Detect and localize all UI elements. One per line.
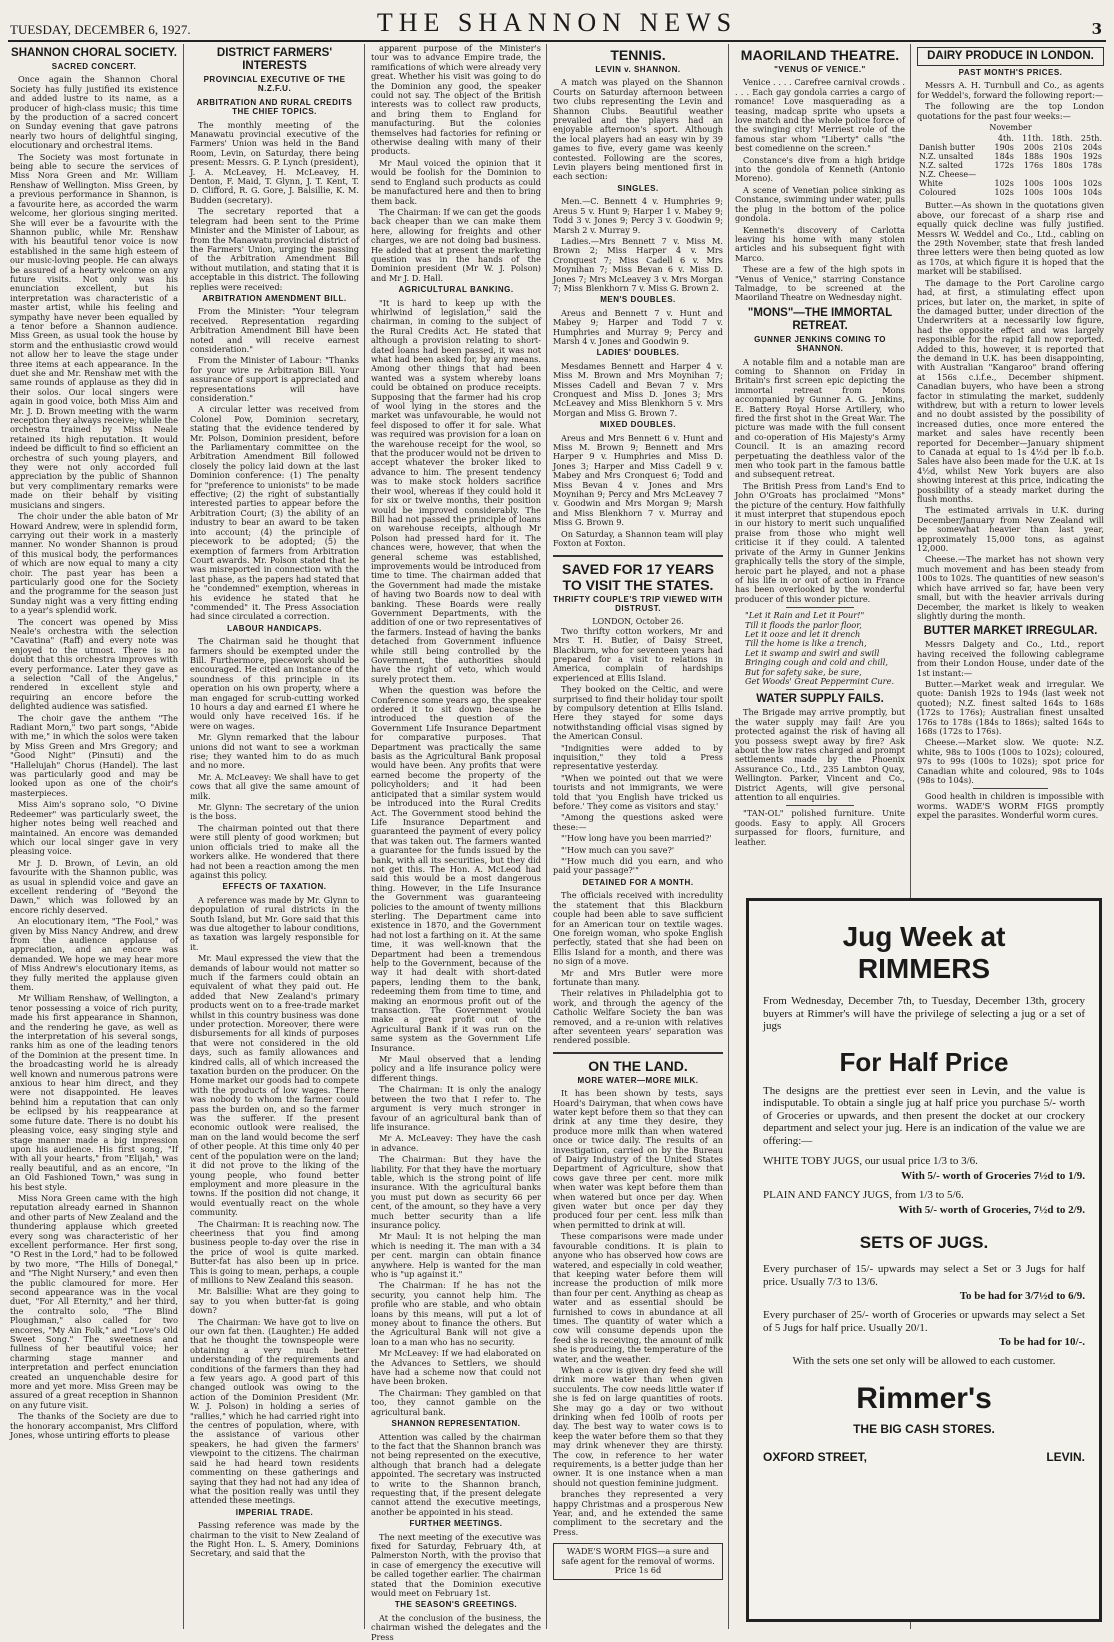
- paragraph: The choir under the able baton of Mr Howard Andrew, were in splendid form, carrying out their work in a masterly manner. No wonder Shannon is proud of this musical body, the performances of which are now equal to many a city choir. The past year has been a particularly good one for the Society and the programme for the season just Sunday night was a very fitting ending to a year's splendid work.: [10, 511, 178, 616]
- table-cell: 100s: [1023, 188, 1044, 198]
- table-cell: 102s: [1082, 179, 1102, 189]
- table-cell: 210s: [1053, 143, 1073, 153]
- ad-tagline: THE BIG CASH STORES.: [853, 1421, 995, 1436]
- ad-note: With the sets one set only will be allowed to each customer.: [792, 1355, 1056, 1367]
- paragraph: apparent purpose of the Minister's tour was to advance Empire trade, the ramifications of which were already very great. Whether his visit was going to do the Dominion any good, the speaker could not say. The object of the British interests was to collect raw products, and bring them to England for manufacturing. But the colonies themselves had factories for refining or otherwise dealing with many of their products.: [371, 43, 541, 157]
- table-row-label: N.Z. salted: [919, 161, 964, 171]
- table-cell: 200s: [1023, 143, 1044, 153]
- paragraph: Mr J. D. Brown, of Levin, an old favourite with the Shannon public, was as usual in splendid voice and gave an excellent rendering of "Beyond the Dawn," which was followed by an encore richly deserved.: [10, 857, 178, 915]
- ad-sets-offer-2-price: To be had for 10/-.: [999, 1336, 1085, 1348]
- table-cell: 176s: [1023, 161, 1044, 171]
- article-headline: SHANNON CHORAL SOCIETY.: [11, 47, 177, 59]
- column-rule: [546, 44, 547, 1629]
- article-body: [190, 98, 359, 1559]
- newspaper-title: THE SHANNON NEWS: [376, 8, 738, 37]
- table-cell: [1045, 170, 1074, 179]
- section-heading: FURTHER MEETINGS.: [409, 1519, 503, 1529]
- ad-offer-toby-jugs-price: With 5/- worth of Groceries 7½d to 1/9.: [901, 1170, 1085, 1182]
- article-subheadline: PROVINCIAL EXECUTIVE OF THE N.Z.F.U.: [203, 75, 346, 94]
- paragraph: Mr. Glynn remarked that the labour unions did not want to see a workman rise; they wanted him to do as much and no more.: [190, 732, 359, 771]
- paragraph: Messrs Dalgety and Co., Ltd., report having received the following cablegrame from their London House, under date of the 1st instant:—: [917, 639, 1104, 678]
- worm-figs-ad: Good health in children is impossible with worms. WADE'S WORM FIGS promptly expel the parasites. Wonderful worm cures.: [917, 791, 1104, 821]
- table-cell: 104s: [1082, 188, 1102, 198]
- table-cell: 190s: [994, 143, 1014, 153]
- paragraph: Two thrifty cotton workers, Mr and Mrs T. H. Butler, of Daisy Street, Blackburn, who for seventeen years had prepared for a visit to relations in America, complain of hardships experienced at Ellis Island.: [553, 625, 723, 683]
- tennis-subheadline: LEVIN v. SHANNON.: [595, 65, 681, 74]
- paragraph: Ladies.—Mrs Bennett 7 v. Miss M. Brown 2; Miss Harper 4 v. Mrs Cronquest 7; Miss Cadell 6 v. Mrs Moynihan 7; Miss Bevan 6 v. Miss D. Jones 7; Mrs McLeavey 3 v. Mrs Morgan 7; Miss Blenkhorn 7 v. Miss G. Brown 2.: [553, 235, 723, 293]
- section-heading: LADIES' DOUBLES.: [596, 348, 680, 358]
- paragraph: The next meeting of the executive was fixed for Saturday, February 4th, at Palmerston North, with the proviso that in case of emergency the executive will be called together earlier. The chairman stated that the Dominion executive would meet on February 1st.: [371, 1531, 541, 1598]
- table-header-blank: [917, 134, 989, 143]
- table-row: [917, 188, 1104, 197]
- ad-title-line-2: RIMMERS: [857, 953, 991, 984]
- table-cell: 190s: [1053, 152, 1073, 162]
- ad-offer-fancy-jugs: PLAIN AND FANCY JUGS, from 1/3 to 5/6.: [763, 1189, 964, 1201]
- table-cell: 180s: [1053, 161, 1073, 171]
- table-cell: 100s: [1023, 179, 1044, 189]
- paragraph: A notable film and a notable man are coming to Shannon on Friday in Britain's first screen epic depicting the immortal retreat from Mons accompanied by Gunner A. G. Jenkins, E. Battery Royal Horse Artillery, who fired the first shot in the Great War. The picture was made with the full consent and co-operation of His Majesty's Army Council. It is an amazing record perpetuating the deathless valor of the men who took part in the famous battle and subsequent retreat.: [735, 356, 905, 480]
- paragraph: When the question was before the Conference some years ago, the speaker ordered it to sit down because he introduced the question of the Government Life Insurance Department for comparative purposes. That Department was practically the same basis as the Agricultural Bank proposal would have been. Any profits that were earned become the property of the policyholders; and it had been anticipated that a similar system would be introduced into the Rural Credits Act. The Government stood behind the Life Insurance Department and guaranteed the payment of every policy that was taken out. The farmers wanted a guarantee for the funds issued by the bank, with all its securities, but they did not get this. The Hon. A. McLeod had said this would be a most dangerous thing. However, in the Life Insurance the Government was guaranteeing policies to the amount of twenty millions sterling. The Department came into existence in 1870, and the Government had not lost a farthing on it. At the same time, it was well-known that the Department had been a tremendous help to the Government, because of the way it had dealt with short-dated papers, lending them to the bank, redeeming them from time to time, and making an enormous profit out of the transaction. The Government would make a great profit out of the Agricultural Bank if it was run on the same system as the Government Life Insurance.: [371, 685, 541, 1053]
- paragraph: Butter.—Market weak and irregular. We quote: Danish 192s to 194s (last week not quoted); N.Z. finest salted 164s to 168s (172s to 176s); Australian finest unsalted 176s to 178s (184s to 186s); salted 164s to 168s (172s to 176s).: [917, 678, 1104, 736]
- paragraph: Kenneth's discovery of Carlotta leaving his home with many stolen articles and his subsequent fight with Marco.: [735, 224, 905, 263]
- table-cell: 102s: [994, 188, 1014, 198]
- states-visit-body-2: [553, 891, 723, 1046]
- tennis-intro: A match was played on the Shannon Courts on Saturday afternoon between two clubs representing the Levin and Shannon Clubs. Beautiful weather prevailed and the players had an enjoyable afternoon's sport. Although the local players had an easy win by 39 games to five, every game was keenly contested. Following are the scores, Levin players being mentioned first in each section:: [553, 77, 723, 182]
- paragraph: The Chairman: If we can get the goods back cheaper than we can make them here, allowing for freights and other charges, we are not doing bad business. He added that at present the marketing question was in the hands of the Dominion president (Mr W. J. Polson) and Mr J. D. Hall.: [371, 206, 541, 283]
- paragraph: Mr William Renshaw, of Wellington, a tenor possessing a voice of rich purity, made his first appearance in Shannon, and the rendering he gave, as well as the interpretation of his several songs, ranks him as one of the leading tenors of the Dominion at the present time. In the broadcasting world he is already well known and numerous patrons were anxious to hear him direct, and they were not disappointed. He leaves behind him a reputation that can only be eclipsed by his reappearance at some future date. There is no doubt his pleasing voice, easy singing style and stage manner made a big impression upon his audience. His first song, "If with all your hearts," from "Elijah," was really beautiful, and as an encore, "In an Old Fashioned Town," was sung in his best style.: [10, 993, 178, 1192]
- paragraph: The choir gave the anthem "The Radiant Morn," two part songs, "Abide with me," in which the solos were taken by Miss Green and Mrs Gregory; and "Good Night" (Pinsuti) and the "Hallelujah" Chorus (Handel). The last was particularly good and may be looked upon as one of the choir's masterpieces.: [10, 712, 178, 798]
- dairy-headline: DAIRY PRODUCE IN LONDON.: [917, 47, 1104, 66]
- ad-intro: From Wednesday, December 7th, to Tuesday, December 13th, grocery buyers at Rimmer's will have the privilege of selecting a jug or a set of jugs: [763, 995, 1085, 1032]
- section-heading: MEN'S DOUBLES.: [600, 295, 676, 305]
- tennis-results: [553, 184, 723, 549]
- table-row-label: Coloured: [919, 188, 957, 198]
- page-number: 3: [1091, 20, 1102, 38]
- states-visit-subheadline: THRIFTY COUPLE'S TRIP VIEWED WITH DISTRUST.: [553, 594, 723, 613]
- on-the-land-headline: ON THE LAND.: [553, 1052, 723, 1074]
- divider: [786, 607, 854, 608]
- table-row: [917, 161, 1104, 170]
- ad-address: [763, 1450, 1085, 1464]
- paragraph: From the Minister: "Your telegram received. Representation regarding Arbitration Amendment Bill have been noted and will receive earnest consideration.": [190, 306, 359, 354]
- poem-line: Let it ooze and let it drench: [745, 628, 861, 639]
- paragraph: "'How much did you earn, and who paid your passage?'": [553, 856, 723, 876]
- tan-ol-ad: "TAN-OL" polished furniture. Unite goods. Easy to apply. All Grocers surpassed for floors, furniture, and leather.: [735, 808, 905, 847]
- column-rule: [364, 44, 365, 1629]
- table-cell: 100s: [1053, 188, 1073, 198]
- paragraph: The damage to the Port Caroline cargo had, at first, a stimulating effect upon prices, but later on, the market, in spite of the damaged butter, under direction of the Underwriters at a necessarily low figure, had the opposite effect and was largely responsible for the rapid fall now reported. Added to this, however, it is reported that the demand in U.K. has been disappointing, with Australian "Kangaroo" brand offering at 156s c.i.f.e., December shipment. Canadian buyers, who have been a strong factor in stimulating the market, suddenly withdrew, but with a return to lower levels and no doubt assisted by the possibility of increased duties, once more entered the market and sales have recently been reported for December—January shipment to Canada at equal to 1s 4½d per lb f.o.b. Sales have also been made for the U.K. at 1s 4½d, whilst New York buyers are also showing interest at this price, indicating the possibility of a steady market during the flush months.: [917, 277, 1104, 505]
- table-header-row: [917, 134, 1104, 143]
- section-heading: AGRICULTURAL BANKING.: [398, 285, 514, 295]
- section-heading: EFFECTS OF TAXATION.: [222, 882, 327, 892]
- paragraph: It has been shown by tests, says Hoard's Dairyman, that when cows have water kept before them so that they can drink at any time they desire, they produce more milk than when watered once or twice daily. The results of an investigation, carried on by the Bureau of Dairy Industry of the United States Department of Agriculture, show that cows gave three per cent. more milk when water was kept before them than when watered but once per day. When given water but once per day they produced four per cent. less milk than when permitted to drink at will.: [553, 1088, 723, 1230]
- ad-offer-fancy-jugs-price: With 5/- worth of Groceries, 7½d to 2/9.: [898, 1204, 1085, 1216]
- paragraph: Mr Maul observed that a lending policy and a life insurance policy were different things.: [371, 1054, 541, 1083]
- paragraph: "It is hard to keep up with the whirlwind of legislation," said the chairman, in coming to the subject of the Rural Credits Act. He stated that although a provision relating to short-dated loans had been passed, it was not what had been asked for, by any means. Among other things that had been wanted was a system whereby loans could be obtained on produce receipts. Supposing that the farmer had his crop of wool lying in the stores and the market was unfavourable, he would not feel disposed to offer it for sale. What was required was provision for a loan on the warehouse receipt for the wool, so that the producer would not be driven to accept whatever the broker liked to advance to him. The present tendency was to make stock holders sacrifice their wool, whereas if they could hold it for six or twelve months, their position would be improved considerably. The Bill had not passed the principle of loans on warehouse receipts, although Mr Polson had pressed hard for it. The chances were, however, that when the general scheme was established, improvements would be introduced from time to time. The chairman added that the Government had made the mistake of having two Boards now to deal with banking. These Boards were really Government Departments, with the addition of one or two representatives of the farmers. Instead of having the banks detached from Government influence while still being controlled by the Government, the authorities should have the right of veto, which would surely protect them.: [371, 297, 541, 684]
- paragraph: Once again the Shannon Choral Society has fully justified its existence and added lustre to its name, as a producer of high-class music; this time by the production of a sacred concert on Sunday evening that gave patrons nearly two hours of delightful singing, elocutionary and orchestral items.: [10, 74, 178, 151]
- section-heading: THE SEASON'S GREETINGS.: [394, 1600, 518, 1610]
- paragraph: Areus and Bennett 7 v. Hunt and Mabey 9; Harper and Todd 7 v. Humphries and Murray 9; Percy and Marsh 4 v. Jones and Goodwin 9.: [553, 307, 723, 346]
- ad-store-name: Rimmer's: [856, 1381, 992, 1415]
- ad-half-price: For Half Price: [839, 1046, 1009, 1077]
- section-heading: ARBITRATION AMENDMENT BILL.: [202, 293, 347, 303]
- theatre-headline: MAORILAND THEATRE.: [740, 47, 900, 63]
- section-heading: MIXED DOUBLES.: [600, 420, 676, 430]
- paragraph: Attention was called by the chairman to the fact that the Shannon branch was not being represented on the executive, although that branch had a delegate appointed. The secretary was instructed to write to the Shannon branch, requesting that, if the present delegate cannot attend the executive meetings, another be appointed in his stead.: [371, 1431, 541, 1517]
- section-heading: ARBITRATION AND RURAL CREDITS THE CHIEF TOPICS.: [196, 97, 353, 117]
- paragraph: The Chairman: We have got to live on our own fat then. (Laughter.) He added that he thought the townspeople were obtaining a very much better understanding of the requirements and conditions of the farmers than they had a few years ago. A good part of this changed outlook was owing to the action of the Dominion President (Mr. W. J. Polson) in holding a series of "rallies," which he had carried right into the centres of population, where, with the assistance of various other speakers, he had given the farmers' viewpoint to the citizens. The chairman said he had heard town residents commenting on these gatherings and saying that they had not had any idea of what the position really was until they attended these meetings.: [190, 1316, 359, 1506]
- section-heading: SINGLES.: [617, 183, 659, 193]
- water-supply-headline: WATER SUPPLY FAILS.: [756, 693, 884, 706]
- article-body: [371, 44, 541, 1642]
- paragraph: The secretary reported that a telegram had been sent to the Prime Minister and the Minister of Labour, as from the Manawatu provincial district of the Farmers' Union, urging the passing of the Arbitration Amendment Bill without mutilation, and stating that it is acceptable in this district. The following replies were received:: [190, 206, 359, 292]
- poem-line: Get Woods' Great Peppermint Cure.: [745, 675, 895, 686]
- rimmers-jug-week-ad: [746, 898, 1102, 1622]
- paragraph: "Indignities were added to by inquisition," they told a Press representative yesterday.: [553, 742, 723, 772]
- price-table-month: November: [989, 123, 1032, 133]
- paragraph: The Society was most fortunate in being able to secure the services of Miss Nora Green and Mr. William Renshaw of Wellington. Miss Green, by a previous performance in Shannon, is a favourite here, as accorded the warm welcome, her glorious singing merited. She will ever be a favourite with the Shannon public, while Mr. Renshaw with his beautiful tenor voice is now established in the same high esteem of our music-loving people. He can always be assured of a hearty welcome on any future visits. Not only was his enunciation excellent, but his interpretation was characteristic of a master artist, while his feeling and sympathy have never been equalled by a tenor before a Shannon audience. Miss Green, as usual took the house by storm and the enthusiastic crowd would not allow her to leave the stage under three items at each appearance. In the duet she and Mr. Renshaw met with the same rounds of applause as they did in their solos. Our local singers were again in good voice, both Miss Aim and Mr. J. D. Brown meeting with the warm reception they always receive; while the orchestra trained by Miss Neale retained its high reputation. It would indeed be difficult to find so efficient an orchestra of such young players, and they were not only accorded full appreciation by the public of Shannon but very complimentary remarks were made on their behalf by visiting musicians and singers.: [10, 151, 178, 510]
- paragraph: Mr A. McLeavey: They have the cash in advance.: [371, 1133, 541, 1153]
- table-row: [917, 143, 1104, 152]
- table-cell: [1075, 170, 1104, 179]
- paragraph: Mr Maul voiced the opinion that it would be foolish for the Dominion to send to England such products as could be manufactured here and then to bring them back.: [371, 157, 541, 206]
- water-supply-body: The Brigade may arrive promptly, but the water supply may fail! Are you protected against the risk of having all you possess swept away by fire? Ask about the low rates charged and prompt settlements made by the Phoenix Assurance Co., Ltd., 235 Lambton Quay, Wellington. Parker, Vincent and Co., District Agents, will give personal attention to all enquiries.: [735, 707, 905, 803]
- paragraph: Mr McLeavey: If we had elaborated on the Advances to Settlers, we should have had a scheme now that could not have been broken.: [371, 1348, 541, 1387]
- paragraph: These are a few of the high spots in "Venus of Venice," starring Constance Talmadge, to be screened at the Maoriland Theatre on Wednesday night.: [735, 264, 905, 303]
- issue-date: TUESDAY, DECEMBER 6, 1927.: [10, 22, 191, 37]
- table-column-header: 11th.: [1022, 134, 1044, 144]
- table-row: [917, 179, 1104, 188]
- tennis-headline: TENNIS.: [610, 47, 666, 63]
- table-row: [917, 170, 1104, 179]
- paragraph: At the conclusion of the business, the chairman wished the delegates and the Press: [371, 1612, 541, 1642]
- paragraph: A reference was made by Mr. Glynn to depopulation of rural districts in the South Island, but Mr. Gore said that this was due altogether to labour conditions, as taxation was largely responsible for it.: [190, 894, 359, 952]
- paragraph: Mr. Maul expressed the view that the demands of labour would not matter so much if the farmers could obtain an equivalent of what they paid out. He added that New Zealand's primary products went on to a free-trade market whilst in this country business was done under protection. Moreover, there were disbursements for all kinds of purposes that were not considered in the old days, such as family allowances and kindred calls, all of which increased the taxation burden on the producer. On the Home market our goods had to compete with the products of low wages. There was nobody to whom the farmer could pass the burden on, and so the farmer was the sufferer. If the present economic outlook were realised, the man on the land would become the serf of other people. At this time only 40 per cent of the population were on the land; it did not prove to the liking of the young people, who found better employment and more pleasure in the towns. If the position did not change, it would eventually react on the whole community.: [190, 953, 359, 1218]
- divider: [973, 788, 1048, 789]
- ad-town: LEVIN.: [1046, 1449, 1085, 1464]
- mons-body: [735, 358, 905, 605]
- on-the-land-body: [553, 1089, 723, 1488]
- table-row-label: White: [919, 179, 943, 189]
- divider: [786, 689, 854, 690]
- states-visit-headline: SAVED FOR 17 YEARS TO VISIT THE STATES.: [553, 555, 723, 593]
- ad-street: OXFORD STREET,: [763, 1449, 868, 1464]
- table-cell: 100s: [1053, 179, 1073, 189]
- paragraph: The Chairman: But they have the liability. For that they have the mortuary table, which is the strong point of life insurance. With the agricultural banks you must put down as security 66 per cent, of the amount, so they have a very much better security than a life insurance policy.: [371, 1154, 541, 1230]
- ad-sets-offer-1-price: To be had for 3/7½d to 6/9.: [959, 1290, 1085, 1302]
- paragraph: The Chairman: It is reaching now. The cheeriness that you find among business people to-day over the rise in the price of wool is quite marked. Butter-fat has also been up in price. This is going to mean, perhaps, a couple of millions to New Zealand this season.: [190, 1218, 359, 1285]
- column-rule: [183, 44, 184, 1629]
- butter-market-headline: BUTTER MARKET IRREGULAR.: [923, 625, 1098, 638]
- ad-sets-offer-1: Every purchaser of 15/- upwards may select a Set or 3 Jugs for half price. Usually 7/3 to 13/6.: [763, 1263, 1085, 1288]
- masthead: [8, 6, 1106, 42]
- dairy-subheadline: PAST MONTH'S PRICES.: [958, 68, 1063, 77]
- paragraph: The Chairman: They gambled on that too, they cannot gamble on the agricultural bank.: [371, 1387, 541, 1417]
- paragraph: The Chairman said he thought that farmers should be exempted under the Bill. Furthermore, piecework should be encouraged. He cited an instance of the soundness of this principle in its operation on his own property, where a man engaged for scrub-cutting worked 10 hours a day and earned £1 where he would only have received 16s. if he were on wages.: [190, 636, 359, 731]
- table-cell: 188s: [1023, 152, 1044, 162]
- poem-line: But for safety sake, be sure,: [745, 666, 862, 677]
- ad-offer-toby-jugs: WHITE TOBY JUGS, our usual price 1/3 to 3/6.: [763, 1155, 978, 1167]
- dairy-body: [917, 201, 1104, 621]
- paragraph: "'How much can you save?': [561, 844, 675, 855]
- paragraph: Mesdames Bennett and Harper 4 v. Miss M. Brown and Mrs Moynihan 7; Misses Cadell and Bevan 7 v. Mrs Cronquest and Miss D. Jones 3; Mrs McLeavey and Miss Blenkhorn 5 v. Mrs Morgan and Miss G. Brown 7.: [553, 360, 723, 418]
- divider: [786, 805, 854, 806]
- paragraph: The estimated arrivals in U.K. during December/January from New Zealand will be somewhat heavier than last year, approximately 15,000 tons, as against 12,000.: [917, 505, 1104, 554]
- price-table: [917, 134, 1104, 197]
- section-heading: LABOUR HANDICAPS.: [227, 623, 322, 633]
- paragraph: On Saturday, a Shannon team will play Foxton at Foxton.: [553, 528, 723, 549]
- paragraph: The Chairman: If he has not the security, you cannot help him. The profile who are stable, and who obtain loans by this means, will put a lot of money about to finance the others. But the Agricultural Bank will not give a loan to a man who has no security.: [371, 1280, 541, 1347]
- paragraph: The chairman pointed out that there were still plenty of good workmen; but union officials tried to make all the workers alike. He wondered that there had not been a reaction among the men against this policy.: [190, 822, 359, 880]
- dairy-intro: Messrs A. H. Turnbull and Co., as agents for Weddel's, forward the following report:—: [917, 80, 1104, 100]
- theatre-subheadline: "VENUS OF VENICE.": [774, 65, 866, 74]
- mons-subheadline: GUNNER JENKINS COMING TO SHANNON.: [754, 334, 886, 354]
- paragraph: When a cow is given dry feed she will drink more water than when given succulents. The cow needs little water if she is fed on large quantities of roots. She may go a day or two without drinking when fed 100lb of roots per day. The best way to water cows is to keep the water before them so that they may drink whenever they are thirsty. The cow, in reference to her water requirements, is a better judge than her owner. It is one instance when a man should not question feminine judgment.: [553, 1364, 723, 1488]
- paragraph: The thanks of the Society are due to the honorary accompanist, Mrs Clifford Jones, whose untiring efforts to please: [10, 1411, 178, 1441]
- paragraph: Cheese.—The market has not shown very much movement and has been steady from 100s to 102s. The quantities of new season's which have arrived so far, have been very small, but with the heavier arrivals during December, the market is likely to weaken slightly during the month.: [917, 554, 1104, 621]
- states-visit-subhead-2: DETAINED FOR A MONTH.: [582, 877, 694, 887]
- article-farmers-continued: [367, 43, 545, 1642]
- table-cell: 204s: [1082, 143, 1102, 153]
- paragraph: Constance's dive from a high bridge into the gondola of Kenneth (Antonio Moreno).: [735, 154, 905, 184]
- table-column-header: 25th.: [1080, 134, 1102, 144]
- table-row: [917, 152, 1104, 161]
- table-row-label: Danish butter: [919, 143, 975, 153]
- table-cell: 102s: [994, 179, 1014, 189]
- article-choral-society: [6, 44, 182, 1629]
- paragraph: Mr. A. McLeavey: We shall have to get cows that all give the same amount of milk.: [190, 771, 359, 801]
- on-the-land-subheadline: MORE WATER—MORE MILK.: [577, 1075, 699, 1085]
- paragraph: The Chairman: It is only the analogy between the two that I refer to. The argument is very much stronger in favour of an agricultural bank than of life insurance.: [371, 1084, 541, 1132]
- paragraph: Mr. Glynn: The secretary of the union is the boss.: [190, 802, 359, 822]
- section-heading: SHANNON REPRESENTATION.: [391, 1419, 521, 1429]
- table-column-header: 4th.: [997, 134, 1014, 144]
- column-rule: [728, 44, 729, 1629]
- states-visit-dateline: LONDON, October 26.: [592, 617, 684, 627]
- paragraph: They booked on the Celtic, and were surprised to find their holiday tour spoilt by compulsory detention at Ellis Island. Here they stayed for some days notwithstanding official visas signed by the American Consul.: [553, 684, 723, 742]
- ad-sets-heading: SETS OF JUGS.: [859, 1233, 989, 1252]
- paragraph: The monthly meeting of the Manawatu provincial executive of the Farmers' Union was held in the Band Room, Levin, on Saturday, there being present: Messrs. G. P. Lynch (president), J. A. McLeavey, H. McLeavey, H. Denton, F. Maid, T. Glynn, J. T. Kent, T. D. Clifford, R. G. Gore, J. Balsillie, K. M. Budden (secretary).: [190, 119, 359, 205]
- paragraph: Their relatives in Philadelphia got to work, and through the agency of the Catholic Welfare Society the ban was removed, and a re-union with relatives after seventeen years' separation was rendered possible.: [553, 988, 723, 1046]
- poem-line: Let it swamp and swirl and swill: [745, 647, 880, 658]
- paragraph: The concert was opened by Miss Neale's orchestra with the selection "Cavatina" (Raff) and every note was enjoyed to the utmost. There is no doubt that this orchestra improves with every performance. Later they gave as a selection "Call of the Angelus," rendered in excellent style and requiring an encore before the delighted audience was satisfied.: [10, 616, 178, 712]
- section-heading: IMPERIAL TRADE.: [235, 1507, 314, 1517]
- column-tennis-news: [549, 44, 727, 1629]
- table-row-label: N.Z. unsalted: [919, 152, 974, 162]
- column-dairy-produce: [913, 44, 1108, 890]
- paragraph: The British Press from Land's End to John O'Groats has proclaimed "Mons" the picture of the century. How faithfully it must interpret that stupendous epoch in our history to merit such unqualified praise from those who might well criticise it if they could. A talented private of the Army in Gunner Jenkins graphically tells the story of the simple, heroic part he played, and not a phase of his life in or out of action in France has been overlooked by the wonderful producer of this wonder picture.: [735, 480, 905, 604]
- paragraph: "When we pointed out that we were tourists and not immigrants, we were told that 'you English have tricked us before.' They come as visitors and stay.': [553, 772, 723, 812]
- butter-market-body: [917, 640, 1104, 785]
- paragraph: Cheese.—Market slow. We quote: N.Z. white, 98s to 100s (100s to 102s); coloured, 97s to 99s (100s to 102s); spot price for Canadian white and coloured, 98s to 104s (98s to 104s).: [917, 737, 1104, 785]
- poem-line: "Let it Rain and Let it Pour!": [745, 610, 865, 621]
- article-headline: DISTRICT FARMERS' INTERESTS: [216, 47, 333, 72]
- paragraph: "'How long have you been married?': [561, 833, 712, 844]
- paragraph: An elocutionary item, "The Fool," was given by Miss Nancy Andrew, and drew from the audience applause of appreciation, and an encore was demanded. We hope we may hear more of Miss Andrew's elocutionary items, as they fully merited the applause given them.: [10, 916, 178, 992]
- table-cell: 178s: [1082, 161, 1102, 171]
- article-farmers-interests: [186, 44, 363, 1629]
- poem-line: Till the home is like a trench,: [745, 638, 867, 649]
- table-cell: [989, 170, 1016, 179]
- paragraph: The officials received with incredulity the statement that this Blackburn couple had been able to save sufficient for an American tour on textile wages. One foreign woman, who spoke English perfectly, stated that she had been on Ellis Island for a month, and there was no sign of a move.: [553, 890, 723, 967]
- ad-body: The designs are the prettiest ever seen in Levin, and the value is indisputable. To obtain a single jug at half price you purchase 5/- worth of Groceries or upwards, and then present the docket at our crockery department and select your jug. Here is an indication of the value we are offering:—: [763, 1084, 1085, 1147]
- article-body: [10, 75, 178, 1440]
- paragraph: Areus and Mrs Bennett 6 v. Hunt and Miss M. Brown 9; Bennett and Mrs Harper 9 v. Humphries and Miss D. Jones 3; Harper and Miss Cadell 9 v. Mabey and Mrs Cronquest 6; Todd and Miss Bevan 4 v. Jones and Mrs Moynihan 9; Percy and Mrs McLeavey 7 v. Goodwin and Mrs Morgan 9; Marsh and Miss Blenkhorn 7 v. Murray and Miss G. Brown 9.: [553, 432, 723, 528]
- paragraph: A scene of Venetian police sinking as Constance, swimming under water, pulls the plug in the bottom of the police gondola.: [735, 184, 905, 224]
- poem-line: Till it floods the parlor floor,: [745, 619, 862, 630]
- wades-worm-figs-ad: WADE'S WORM FIGS—a sure and safe agent for the removal of worms. Price 1s 6d: [553, 1543, 723, 1579]
- paragraph: Mr. Balsillie: What are they going to say to you when butter-fat is going down?: [190, 1286, 359, 1316]
- mons-headline: "MONS"—THE IMMORTAL RETREAT.: [747, 306, 893, 332]
- paragraph: From the Minister of Labour: "Thanks for your wire re Arbitration Bill. Your assurance of support is appreciated and representations will have consideration.": [190, 355, 359, 403]
- paragraph: Venice . . . . Carefree carnival crowds . . . . Each gay gondola carries a cargo of romance! Love masquerading as a teasing, madcap sprite who upsets a love match and the whole police force of the swinging city! Merriest role of the famous star whom "Liberty" calls "the best comedienne on the screen.": [735, 77, 905, 154]
- article-subheadline: SACRED CONCERT.: [51, 62, 137, 71]
- ad-title-line-1: Jug Week at: [842, 921, 1006, 952]
- paragraph: A circular letter was received from Colonel Pow, Dominion secretary, stating that the evidence tendered by Mr. Polson, Dominion president, before the Parliamentary committee on the Arbitration Amendment Bill followed closely the policy laid down at the last Dominion conference: (1) The penalty for "preference to unionists" to be made effective; (2) the right of substantially interested parties to appear before the Arbitration Court; (3) the ability of an industry to bear an award to be taken into account; (4) the principle of piecework to be adopted; (5) the exemption of farmers from Arbitration Court awards. Mr. Polson stated that he was misreported in connection with the last phase, as the papers had stated that he "condemned" exemption, whereas in his evidence he stated that he "commended" it. The Press Association had since circulated a correction.: [190, 404, 359, 622]
- paragraph: Passing reference was made by the chairman to the visit to New Zealand of the Right Hon. L. S. Amery, Dominions Secretary, and said that the: [190, 1520, 359, 1559]
- dairy-intro-2: The following are the top London quotations for the past four weeks:—: [917, 101, 1104, 121]
- paragraph: These comparisons were made under favourable conditions. It is plain to anyone who has observed how cows are watered, and especially in cold weather, that keeping water before them will increase the production of milk more than four per cent. Anything as cheap as water and as essential should be furnished to cows in abundance at all times. The quantity of water which a cow will consume depends upon the feed she is receiving, the amount of milk she is producing, the temperature of the water, and the weather.: [553, 1231, 723, 1364]
- paragraph: Mr and Mrs Butler were more fortunate than many.: [553, 967, 723, 987]
- paragraph: Miss Nora Green came with the high reputation already earned in Shannon and other parts of New Zealand and the thundering applause which greeted every song was characteristic of her excellent performance. Her first song, "O Rest in the Lord," had to be followed by two more, "The Hills of Donegal," and "The Night Nursery," and even then the public clamoured for more. Her second appearance was in the vocal duet, "For All Eternity," and her third, the contralto solo, "The Blind Ploughman," also called for two encores, "My Ain Folk," and "Love's Old Sweet Song." The sweetness and fullness of her beautiful voice; her charming stage manner and interpretation and perfect enunciation created an unquenchable desire for more and yet more. Miss Green may be assured of a great reception in Shannon on any future visit.: [10, 1192, 178, 1410]
- paragraph: Butter.—As shown in the quotations given above, our forecast of a sharp rise and equally quick decline was fully justified. Messrs W. Weddel and Co., Ltd., cabling on the 29th November, state that fresh landed three letters were then being quoted as low as 170s, at which figure it is hoped that the market will be stabilised.: [917, 200, 1104, 277]
- paragraph: Mr Maul: It is not helping the man which is needing it. The man with a 34 per cent. margin can obtain finance anywhere. Help is wanted for the man who is "up against it.": [371, 1231, 541, 1279]
- table-cell: 172s: [994, 161, 1014, 171]
- table-row-label: N.Z. Cheese—: [919, 170, 977, 180]
- table-cell: [1016, 170, 1045, 179]
- states-visit-body: [553, 627, 723, 876]
- table-column-header: 18th.: [1051, 134, 1073, 144]
- greetings-continued: branches they represented a very happy Christmas and a prosperous New Year, and, and he extended the same compliment to the secretary and the Press.: [553, 1489, 723, 1537]
- paragraph: Miss Aim's soprano solo, "O Divine Redeemer" was particularly sweet, the higher notes being well reached and maintained. An encore was demanded which our local singer gave in very pleasing voice.: [10, 799, 178, 857]
- peppermint-cure-ad: [735, 611, 905, 686]
- paragraph: "Among the questions asked were these:—: [553, 812, 723, 832]
- paragraph: Men.—C. Bennett 4 v. Humphries 9; Areus 5 v. Hunt 9; Harper 1 v. Mabey 9; Todd 3 v. Jones 9; Percy 3 v. Goodwin 9; Marsh 2 v. Murray 9.: [553, 196, 723, 235]
- ad-sets-offer-2: Every purchaser of 25/- worth of Groceries or upwards may select a Set of 5 Jugs for half price. Usually 20/1.: [763, 1309, 1085, 1334]
- theatre-body: [735, 78, 905, 302]
- table-cell: 184s: [994, 152, 1014, 162]
- table-cell: 192s: [1082, 152, 1102, 162]
- poem-line: Bringing cough and cold and chill,: [745, 657, 888, 668]
